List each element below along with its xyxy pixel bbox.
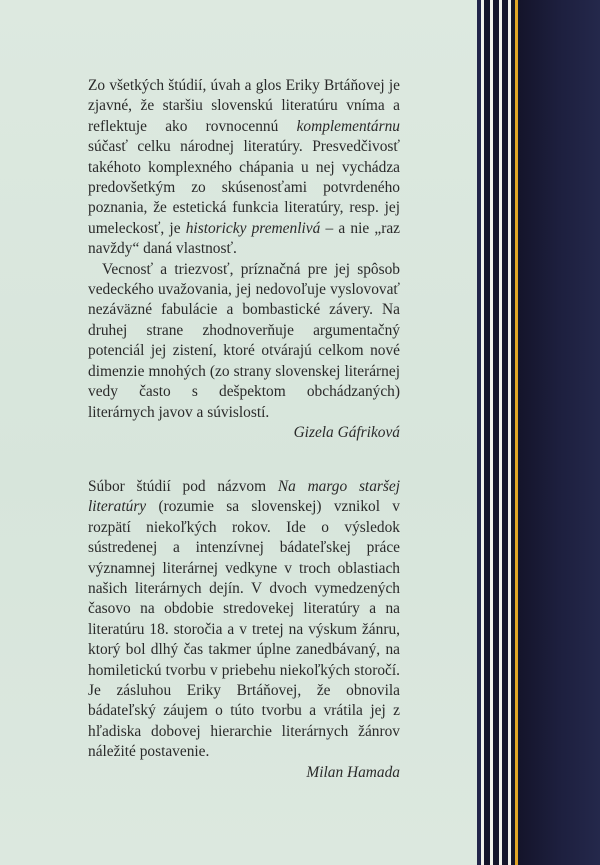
review-1 bbox=[88, 76, 400, 443]
review-2 bbox=[88, 477, 400, 783]
review-1-paragraph-1: Zo všetkých štúdií, úvah a glos Eriky Brtáňovej je zjavné, že staršiu slovenskú literatúru vníma a reflektuje ako rovnocennú komplementárnu súčasť celku národnej literatúry. Presvedčivosť takéhoto komplexného chápania u nej vychádza predovšetkým zo skúsenosťami potvrdeného poznania, že estetická funkcia literatúry, resp. jej umeleckosť, je historicky premenlivá – a nie „raz navždy“ daná vlastnosť. bbox=[88, 77, 400, 258]
decorative-spine-stripes bbox=[477, 0, 600, 865]
stripe-navy-band bbox=[518, 0, 600, 865]
review-1-paragraph-2: Vecnosť a triezvosť, príznačná pre jej spôsob vedeckého uvažovania, jej nedovoľuje vyslovovať nezáväzné fabulácie a bombastické závery. Na druhej strane zhodnoverňuje argumentačný potenciál jej zistení, ktoré otvárajú celkom nové dimenzie mnohých (zo strany slovenskej literárnej vedy často s dešpektom obchádzaných) literárnych javov a súvislostí. bbox=[88, 260, 400, 421]
review-2-paragraph-1: Súbor štúdií pod názvom Na margo staršej literatúry (rozumie sa slovenskej) vznikol v rozpätí niekoľkých rokov. Ide o výsledok sústredenej a intenzívnej bádateľskej práce významnej literárnej vedkyne v troch oblastiach našich literárnych dejín. V dvoch vymedzených časovo na obdobie stredovekej literatúry a na literatúru 18. storočia a v tretej na výskum žánru, ktorý bol dlhý čas takmer úplne zanedbávaný, na homiletickú tvorbu v priebehu niekoľkých storočí. Je zásluhou Eriky Brtáňovej, že obnovila bádateľský záujem o túto tvorbu a vrátila jej z hľadiska dobovej hierarchie literárnych žánrov náležité postavenie. bbox=[88, 478, 400, 761]
review-1-signature: Gizela Gáfriková bbox=[293, 423, 400, 441]
review-2-signature: Milan Hamada bbox=[306, 763, 400, 781]
